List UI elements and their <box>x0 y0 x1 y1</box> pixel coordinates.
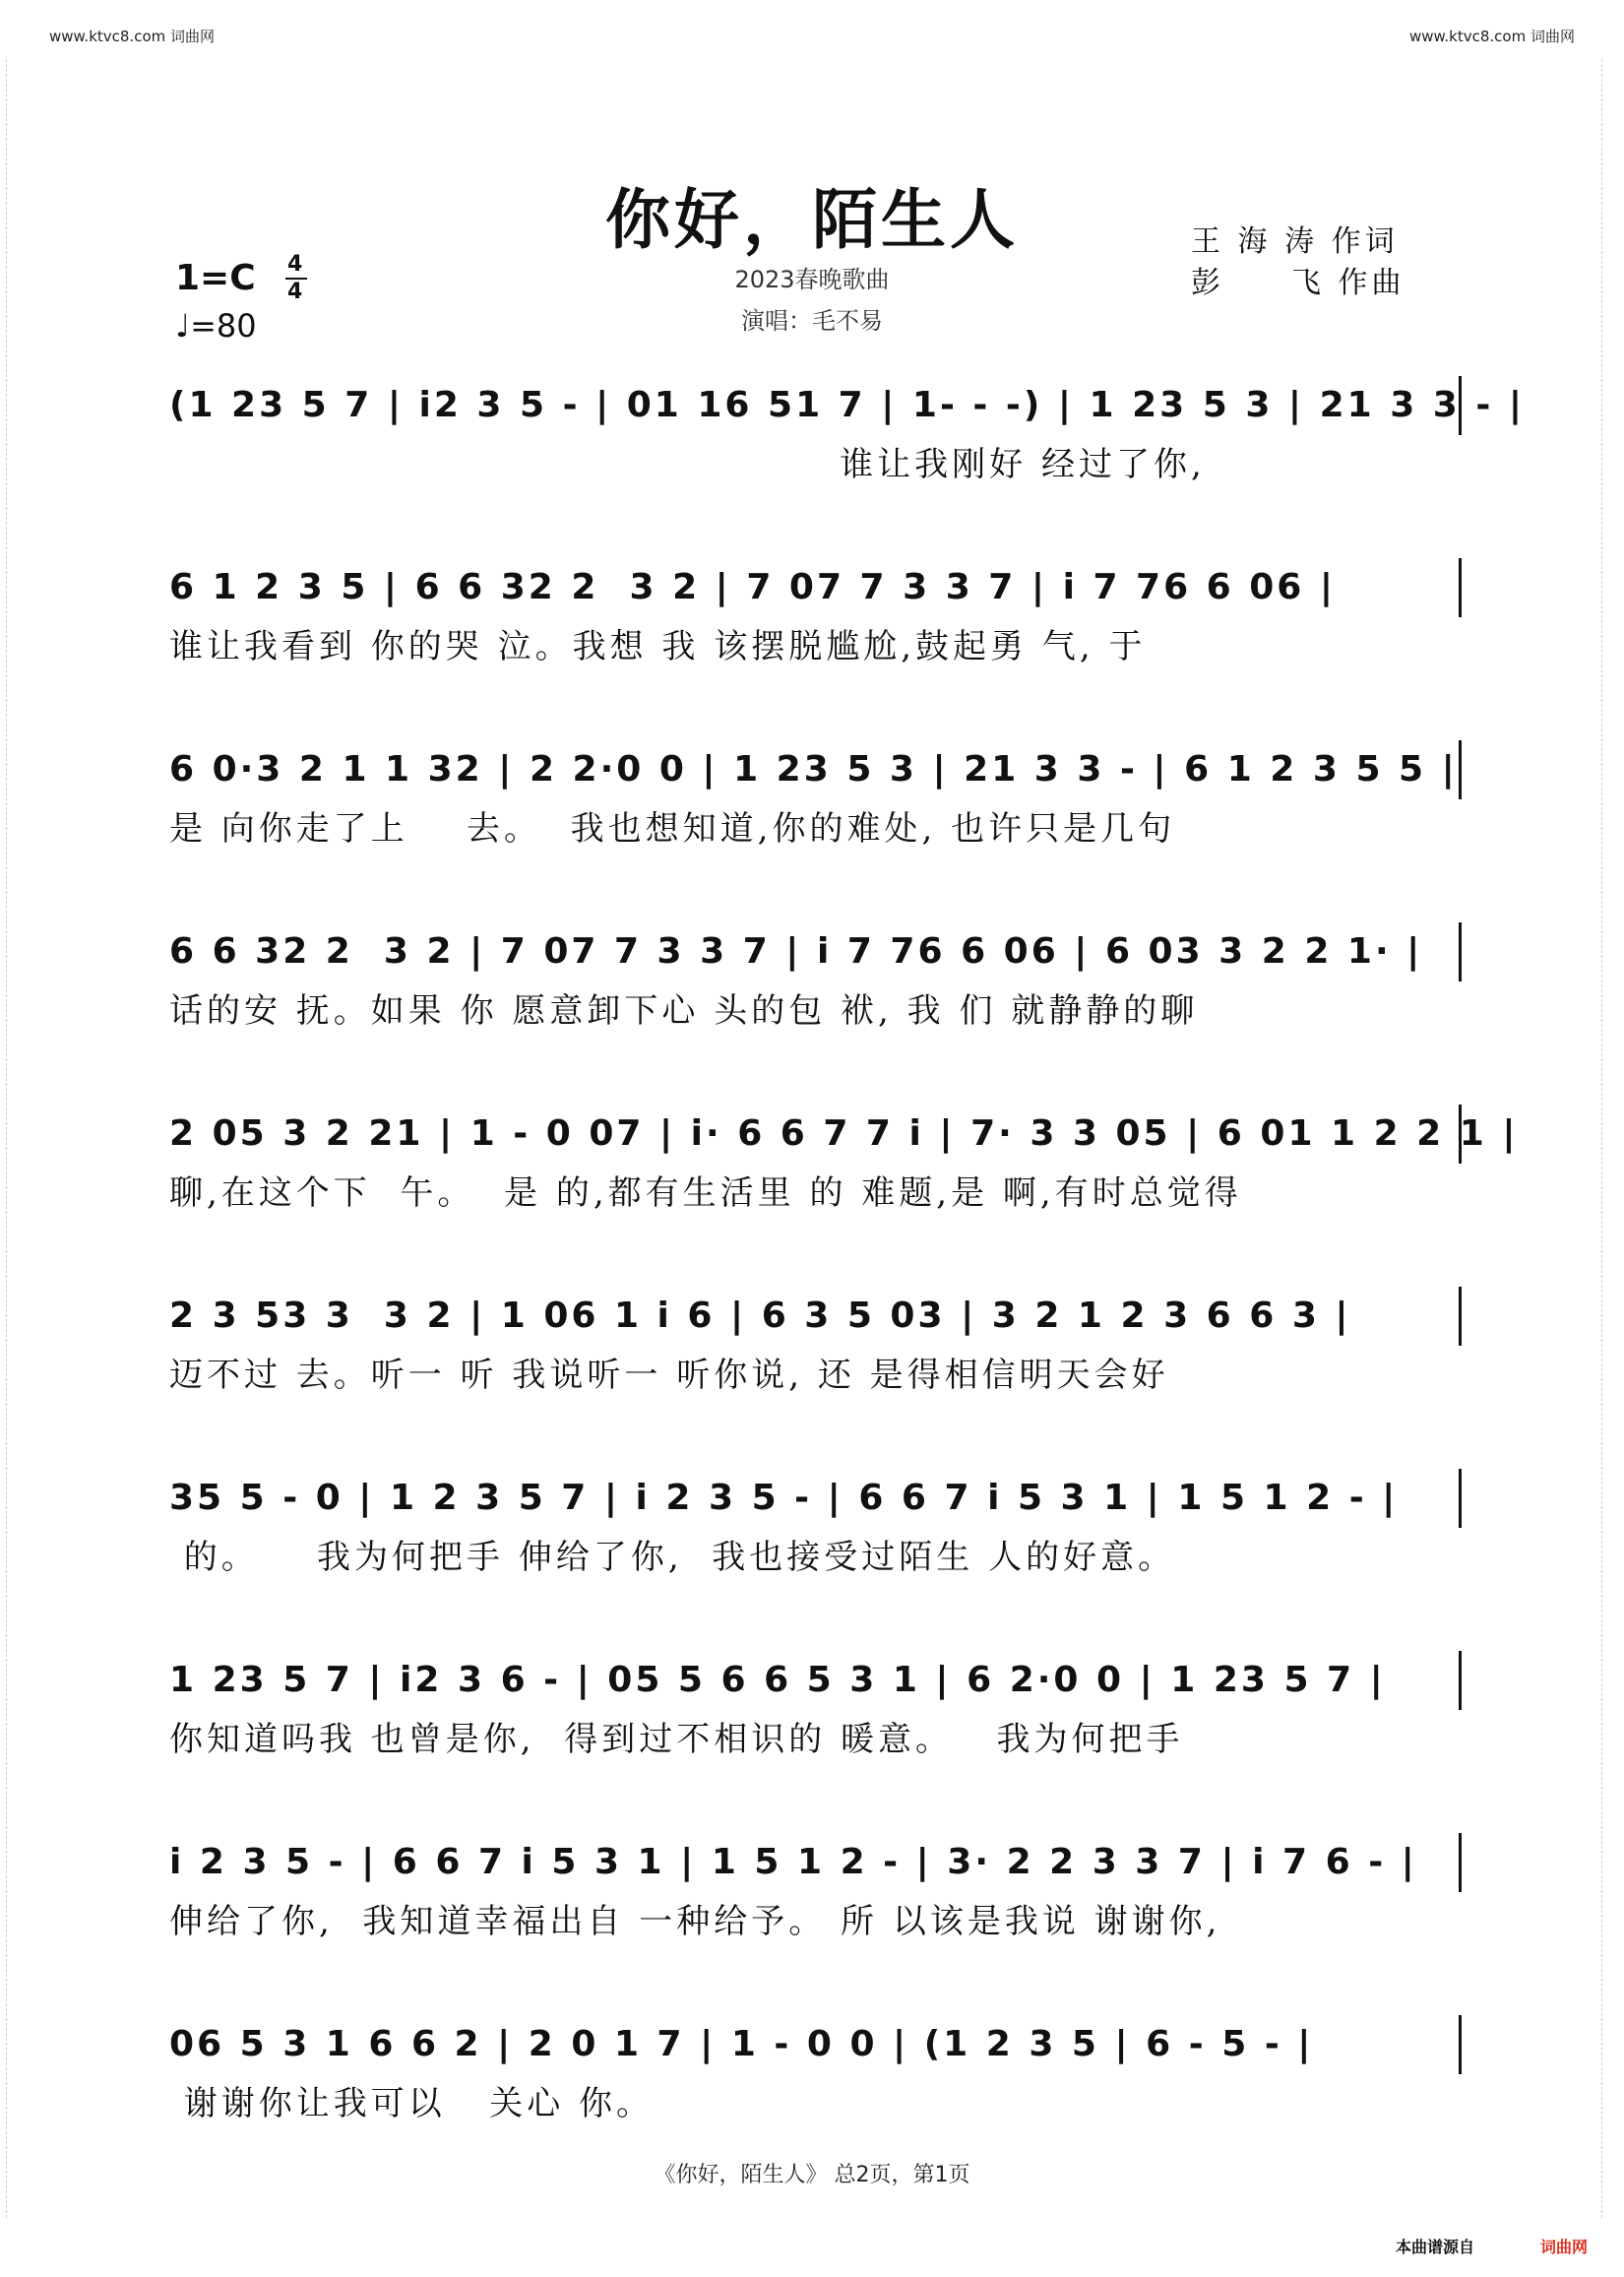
notation: 6 6 32 2 3 2 | 7 07 7 3 3 7 | i 7 76 6 06 | 6 03 3 2 2 1· | <box>169 922 1462 981</box>
song-title: 你好，陌生人 <box>605 181 1019 258</box>
lyricist-credit: 王 海 涛 作词 <box>1191 224 1399 259</box>
notation: 35 5 - 0 | 1 2 3 5 7 | i 2 3 5 - | 6 6 7 i 5 3 1 | 1 5 1 2 - | <box>169 1469 1462 1528</box>
score-line <box>169 1275 1459 1457</box>
score-line <box>169 911 1459 1093</box>
score-line <box>169 1093 1519 1275</box>
time-signature-denominator: 4 <box>287 280 303 304</box>
notation: 2 3 53 3 3 2 | 1 06 1 i 6 | 6 3 5 03 | 3 2 1 2 3 6 6 3 | <box>169 1287 1462 1346</box>
site-watermark-right: www.ktvc8.com 词曲网 <box>1408 28 1575 45</box>
score <box>169 364 1525 2185</box>
lyrics: 谁让我看到 你的哭 泣。我想 我 该摆脱尴尬,鼓起勇 气, 于 <box>169 627 1147 666</box>
notation: (1 23 5 7 | i2 3 5 - | 01 16 51 7 | 1- - -) | 1 23 5 3 | 21 3 3 - | <box>169 376 1462 435</box>
left-edge-strip <box>6 59 23 2218</box>
song-subtitle: 2023春晚歌曲 <box>734 266 890 293</box>
source-logo[interactable]: 词曲网 <box>1540 2238 1589 2256</box>
lyrics: 迈不过 去。听一 听 我说听一 听你说, 还 是得相信明天会好 <box>169 1356 1169 1395</box>
lyrics: 是 向你走了上 去。 我也想知道,你的难处, 也许只是几句 <box>169 809 1176 849</box>
tempo-marking: ♩=80 <box>175 307 257 345</box>
time-signature-numerator: 4 <box>287 252 303 277</box>
lyrics: 聊,在这个下 午。 是 的,都有生活里 的 难题,是 啊,有时总觉得 <box>169 1173 1242 1213</box>
lyrics: 的。 我为何把手 伸给了你, 我也接受过陌生 人的好意。 <box>169 1538 1176 1577</box>
notation: 6 1 2 3 5 | 6 6 32 2 3 2 | 7 07 7 3 3 7 | i 7 76 6 06 | <box>169 558 1462 617</box>
lyrics: 谁让我刚好 经过了你, <box>169 445 1206 484</box>
score-line <box>169 364 1525 546</box>
lyrics: 话的安 抚。如果 你 愿意卸下心 头的包 袱, 我 们 就静静的聊 <box>169 991 1199 1031</box>
composer-credit: 彭 飞 作曲 <box>1191 266 1405 300</box>
score-line <box>169 546 1459 728</box>
singer-credit: 演唱：毛不易 <box>741 307 883 335</box>
notation: 1 23 5 7 | i2 3 6 - | 05 5 6 6 5 3 1 | 6 2·0 0 | 1 23 5 7 | <box>169 1651 1462 1710</box>
lyrics: 你知道吗我 也曾是你, 得到过不相识的 暖意。 我为何把手 <box>169 1720 1184 1759</box>
score-line <box>169 1457 1459 1639</box>
notation: 6 0·3 2 1 1 32 | 2 2·0 0 | 1 23 5 3 | 21 3 3 - | 6 1 2 3 5 5 | <box>169 740 1462 799</box>
lyrics: 谢谢你让我可以 关心 你。 <box>169 2084 655 2123</box>
lyrics: 伸给了你, 我知道幸福出自 一种给予。 所 以该是我说 谢谢你, <box>169 1902 1221 1941</box>
notation: 06 5 3 1 6 6 2 | 2 0 1 7 | 1 - 0 0 | (1 2 3 5 | 6 - 5 - | <box>169 2015 1462 2074</box>
score-line <box>169 728 1459 911</box>
page-footer: 《你好，陌生人》 总2页，第1页 <box>654 2163 970 2187</box>
score-line <box>169 1639 1459 1821</box>
right-edge-strip <box>1601 59 1618 2218</box>
site-watermark-left: www.ktvc8.com 词曲网 <box>49 28 216 45</box>
source-label: 本曲谱源自 <box>1396 2238 1475 2256</box>
notation: 2 05 3 2 21 | 1 - 0 07 | i· 6 6 7 7 i | 7· 3 3 05 | 6 01 1 2 2 1 | <box>169 1105 1462 1164</box>
key-signature: 1=C <box>175 258 256 298</box>
score-line <box>169 1821 1459 2003</box>
notation: i 2 3 5 - | 6 6 7 i 5 3 1 | 1 5 1 2 - | 3· 2 2 3 3 7 | i 7 6 - | <box>169 1833 1462 1892</box>
